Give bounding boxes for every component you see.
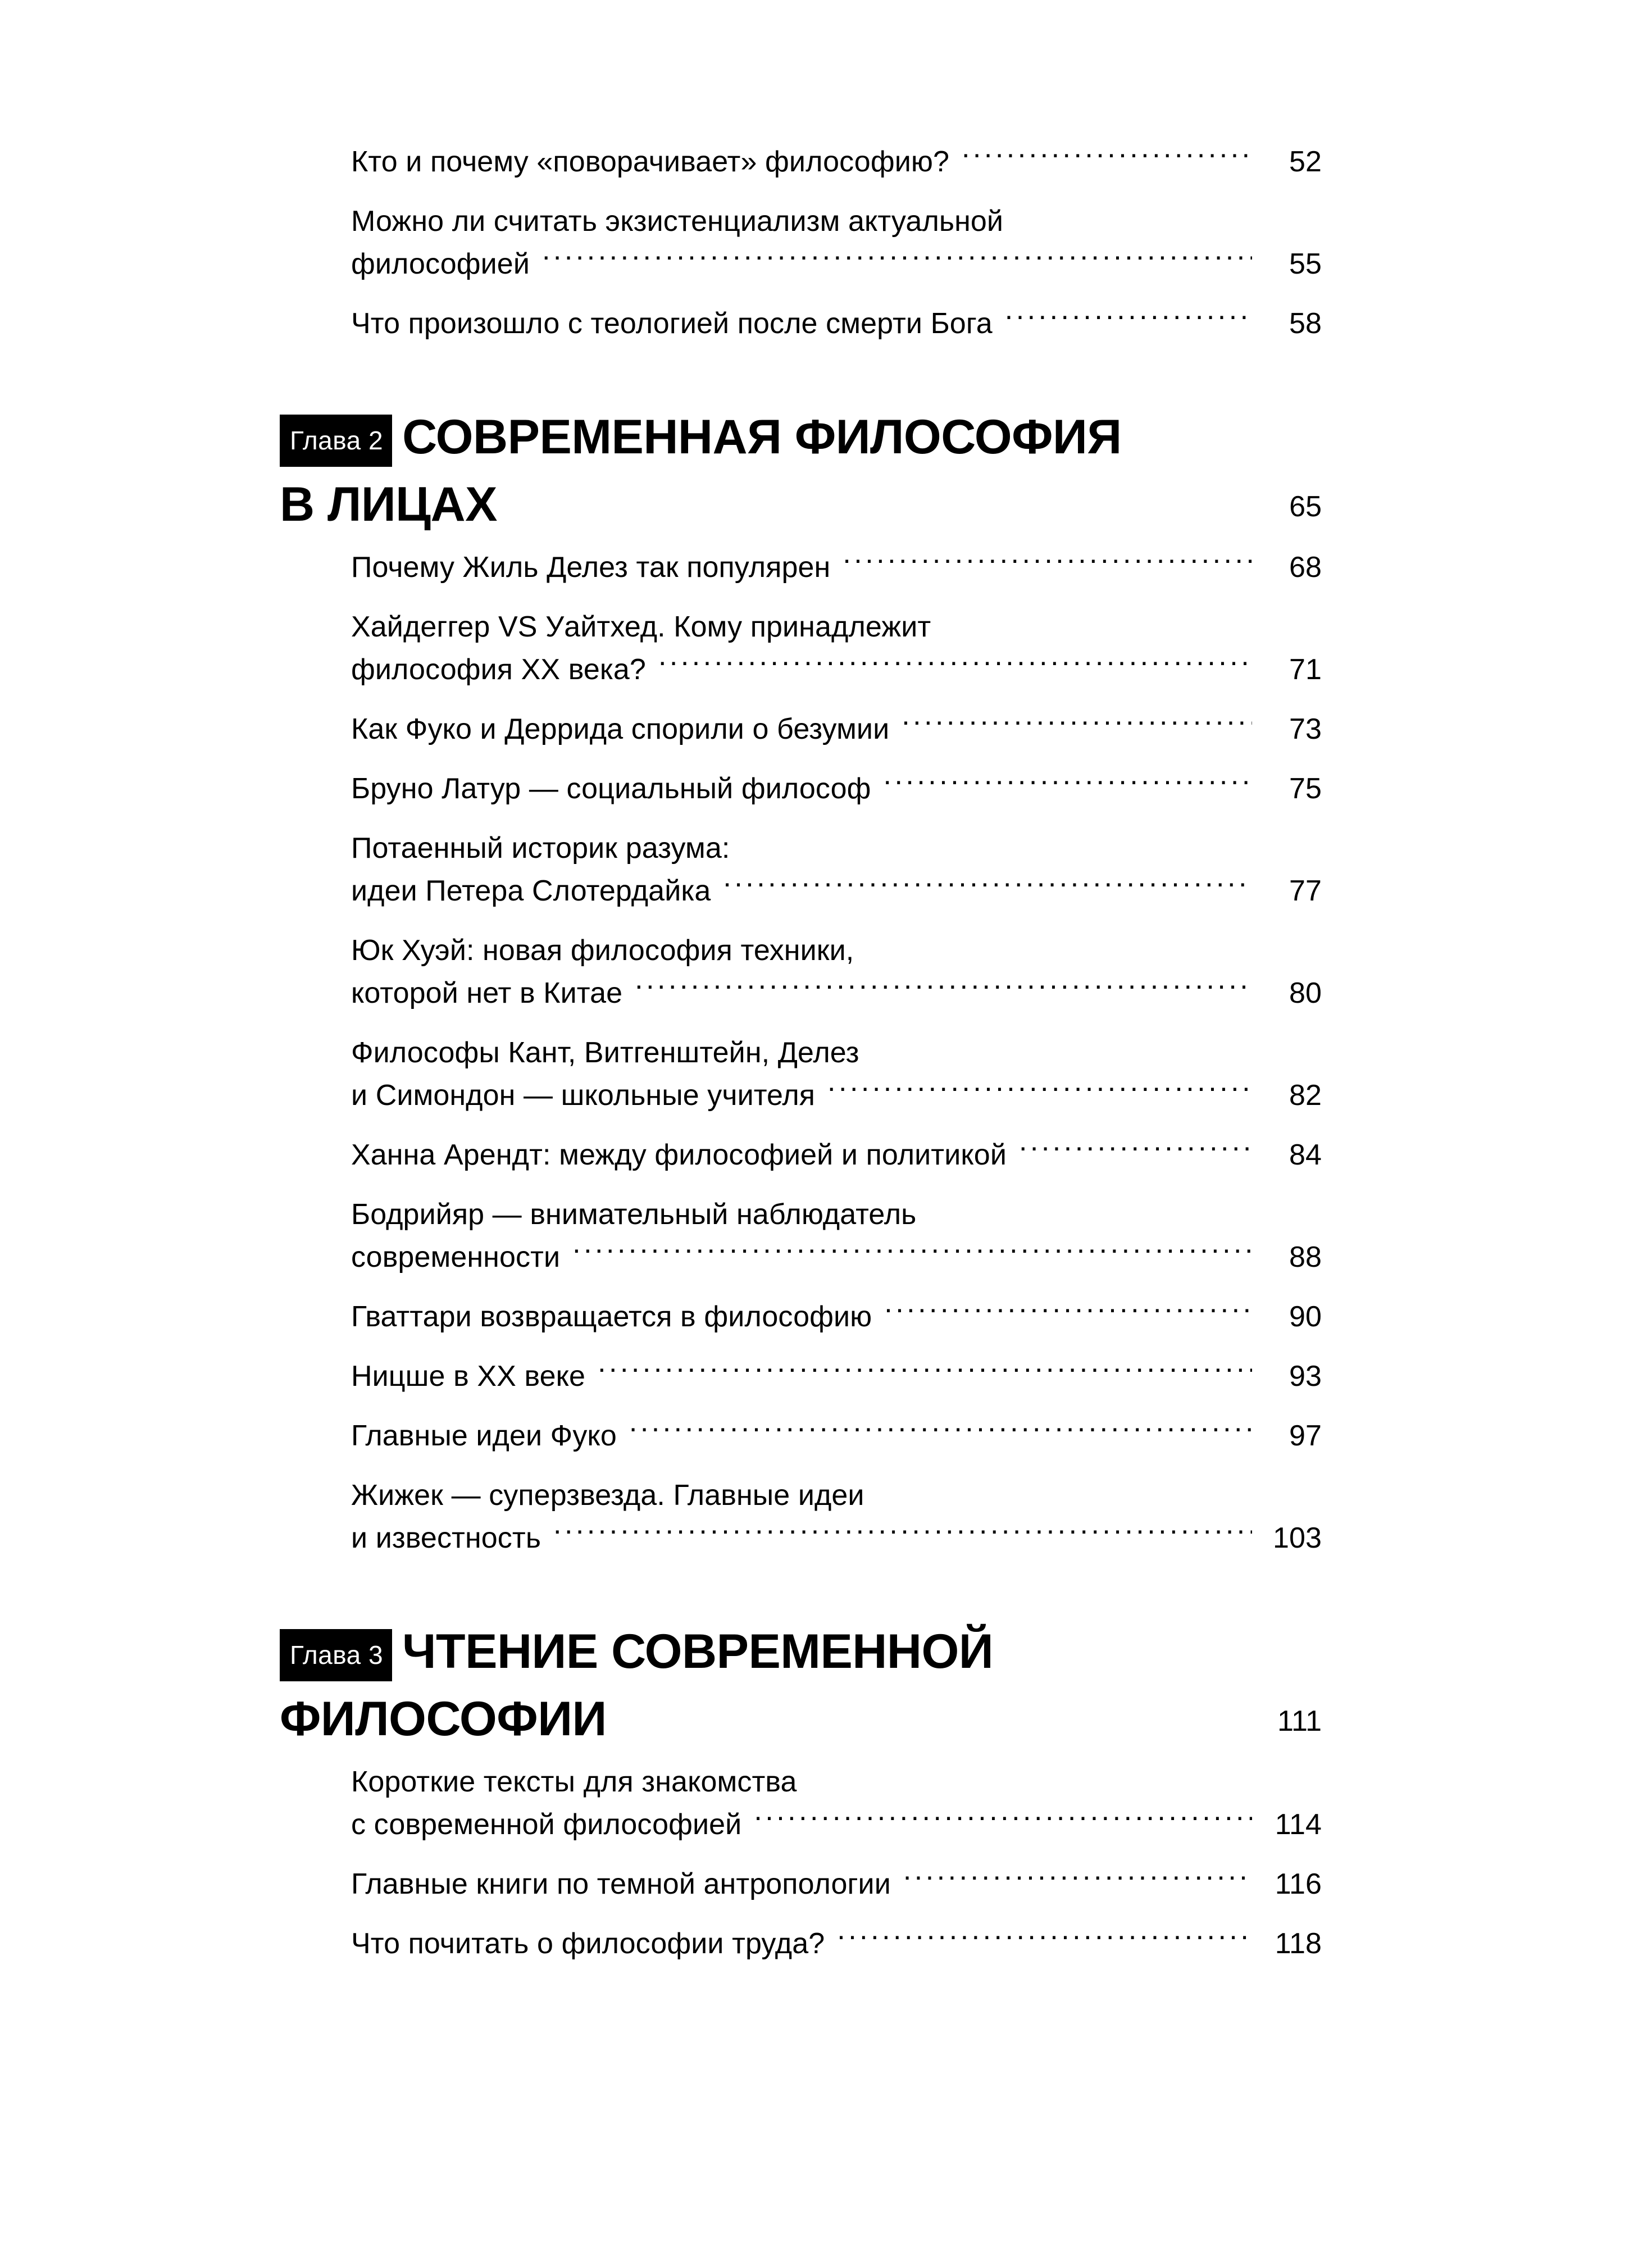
toc-entry-yuk-huey[interactable] — [280, 929, 1322, 1015]
toc-entry-nitsshe-v-xx-veke[interactable] — [280, 1355, 1322, 1398]
entry-lines — [351, 546, 1322, 589]
entry-line — [351, 929, 1322, 972]
entry-label: Потаенный историк разума: — [351, 832, 730, 865]
entry-label: Что произошло с теологией после смерти Бога — [351, 307, 993, 340]
dot-leader — [843, 548, 1252, 577]
entry-line — [351, 1414, 1322, 1457]
toc-entry-zhizhek[interactable] — [280, 1474, 1322, 1559]
entry-label: философией — [351, 248, 530, 280]
entry-lines — [351, 302, 1322, 345]
toc-entry-bodriyyar[interactable] — [280, 1193, 1322, 1279]
dot-leader — [658, 650, 1252, 679]
entry-page-number: 82 — [1289, 1079, 1322, 1112]
entry-lines — [351, 1031, 1322, 1117]
entry-line — [351, 1803, 1322, 1846]
dot-leader — [902, 709, 1252, 739]
toc-entry-chto-proizoshlo-s-teologiey[interactable] — [280, 302, 1322, 345]
entry-page-number: 77 — [1289, 875, 1322, 907]
entry-lines — [351, 1922, 1322, 1965]
dot-leader — [723, 871, 1252, 900]
chapter-2-line1 — [280, 410, 1322, 464]
entry-line — [351, 1193, 1322, 1236]
entry-lines — [351, 1355, 1322, 1398]
entry-page-number: 80 — [1289, 977, 1322, 1009]
toc-entry-pochemu-zhil-delez[interactable] — [280, 546, 1322, 589]
entry-label: Жижек — суперзвезда. Главные идеи — [351, 1479, 864, 1512]
toc-entry-kak-fuko-i-derrida[interactable] — [280, 708, 1322, 750]
entry-line — [351, 827, 1322, 870]
entry-page-number: 68 — [1289, 551, 1322, 584]
entry-line — [351, 200, 1322, 243]
toc-entry-hanna-arendt[interactable] — [280, 1134, 1322, 1176]
entry-line — [351, 1236, 1322, 1279]
entry-label: Юк Хуэй: новая философия техники, — [351, 934, 854, 967]
entry-lines — [351, 1134, 1322, 1176]
entry-label: Короткие тексты для знакомства — [351, 1766, 797, 1798]
entry-line — [351, 708, 1322, 750]
toc-entry-kto-i-pochemu[interactable] — [280, 140, 1322, 183]
entry-page-number: 103 — [1272, 1522, 1322, 1554]
dot-leader — [903, 1864, 1252, 1894]
entry-page-number: 75 — [1289, 772, 1322, 805]
dot-leader — [884, 1297, 1252, 1326]
entry-label: Что почитать о философии труда? — [351, 1927, 825, 1960]
entry-label: которой нет в Китае — [351, 977, 623, 1009]
toc-entry-gvattari[interactable] — [280, 1295, 1322, 1338]
chapter-3-line1 — [280, 1625, 1322, 1679]
entry-label: Бодрийяр — внимательный наблюдатель — [351, 1198, 917, 1231]
dot-leader — [553, 1518, 1252, 1548]
spacer — [280, 1576, 1322, 1625]
entry-page-number: 55 — [1289, 248, 1322, 280]
entry-label: Главные идеи Фуко — [351, 1420, 617, 1452]
chapter-3-title-line2: ФИЛОСОФИИ — [280, 1692, 607, 1746]
chapter-2-page-number: 65 — [1289, 490, 1322, 523]
entry-page-number: 116 — [1275, 1868, 1322, 1900]
entry-line — [351, 648, 1322, 691]
table-of-contents — [280, 140, 1322, 1965]
entry-page-number: 93 — [1289, 1360, 1322, 1393]
entry-lines — [351, 1474, 1322, 1559]
entry-page-number: 118 — [1275, 1927, 1322, 1960]
entry-line — [351, 606, 1322, 648]
entry-label: Кто и почему «поворачивает» философию? — [351, 145, 949, 178]
spacer — [280, 1746, 1322, 1761]
toc-entry-potaennyy-istorik-razuma[interactable] — [280, 827, 1322, 912]
chapter-3-title-line1: ЧТЕНИЕ СОВРЕМЕННОЙ — [402, 1625, 994, 1679]
dot-leader — [827, 1076, 1252, 1105]
dot-leader — [542, 244, 1252, 274]
entry-label: Главные книги по темной антропологии — [351, 1868, 891, 1900]
entry-line — [351, 1922, 1322, 1965]
entry-line — [351, 1761, 1322, 1803]
toc-entry-glavnye-idei-fuko[interactable] — [280, 1414, 1322, 1457]
entry-lines — [351, 1863, 1322, 1905]
entry-line — [351, 1074, 1322, 1117]
toc-entry-korotkie-teksty[interactable] — [280, 1761, 1322, 1846]
dot-leader — [837, 1924, 1252, 1953]
entry-lines — [351, 1193, 1322, 1279]
entry-line — [351, 1355, 1322, 1398]
entry-lines — [351, 200, 1322, 285]
entry-label: Философы Кант, Витгенштейн, Делез — [351, 1036, 859, 1069]
entry-label: философия XX века? — [351, 653, 646, 686]
entry-line — [351, 972, 1322, 1015]
toc-entry-filosofy-kant-vitgenshteyn-delez[interactable] — [280, 1031, 1322, 1117]
spacer — [280, 531, 1322, 546]
entry-page-number: 84 — [1289, 1139, 1322, 1171]
entry-page-number: 114 — [1275, 1808, 1322, 1841]
entry-lines — [351, 767, 1322, 810]
entry-line — [351, 767, 1322, 810]
entry-label: Бруно Латур — социальный философ — [351, 772, 871, 805]
entry-label: современности — [351, 1241, 561, 1273]
entry-lines — [351, 708, 1322, 750]
entry-label: Хайдеггер VS Уайтхед. Кому принадлежит — [351, 611, 931, 643]
dot-leader — [572, 1238, 1252, 1267]
entry-line — [351, 870, 1322, 912]
dot-leader — [754, 1805, 1252, 1834]
chapter-2-badge: Глава 2 — [280, 415, 392, 467]
entry-label: Гваттари возвращается в философию — [351, 1300, 872, 1333]
entry-page-number: 73 — [1289, 713, 1322, 745]
chapter-2-title-line2: В ЛИЦАХ — [280, 477, 497, 531]
entry-lines — [351, 606, 1322, 691]
entry-label: идеи Петера Слотердайка — [351, 875, 711, 907]
dot-leader — [512, 512, 1252, 521]
entry-lines — [351, 1761, 1322, 1846]
entry-line — [351, 140, 1322, 183]
entry-page-number: 71 — [1289, 653, 1322, 686]
toc-entry-haydegger-vs-uaythed[interactable] — [280, 606, 1322, 691]
toc-entry-glavnye-knigi-temnaya-antropologiya[interactable] — [280, 1863, 1322, 1905]
entry-line — [351, 1517, 1322, 1559]
dot-leader — [629, 1416, 1252, 1445]
dot-leader — [621, 1726, 1252, 1735]
entry-line — [351, 302, 1322, 345]
entry-page-number: 52 — [1289, 145, 1322, 178]
entry-lines — [351, 929, 1322, 1015]
entry-line — [351, 1863, 1322, 1905]
entry-page-number: 88 — [1289, 1241, 1322, 1273]
entry-label: и Симондон — школьные учителя — [351, 1079, 816, 1112]
chapter-2-title-line1: СОВРЕМЕННАЯ ФИЛОСОФИЯ — [402, 410, 1122, 464]
entry-page-number: 97 — [1289, 1420, 1322, 1452]
chapter-3[interactable] — [280, 1625, 1322, 1746]
chapter-2-line2 — [280, 477, 1322, 531]
dot-leader — [598, 1357, 1252, 1386]
entry-lines — [351, 140, 1322, 183]
spacer — [280, 362, 1322, 410]
entry-label: Можно ли считать экзистенциализм актуальной — [351, 205, 1004, 238]
dot-leader — [1005, 304, 1252, 333]
chapter-2[interactable] — [280, 410, 1322, 531]
dot-leader — [884, 769, 1252, 798]
chapter-3-page-number: 111 — [1277, 1705, 1322, 1737]
entry-label: Ницше в XX веке — [351, 1360, 586, 1393]
entry-line — [351, 1474, 1322, 1517]
toc-entry-mozhno-li-schitat[interactable] — [280, 200, 1322, 285]
entry-line — [351, 243, 1322, 285]
entry-lines — [351, 827, 1322, 912]
entry-label: Ханна Арендт: между философией и политикой — [351, 1139, 1007, 1171]
entry-line — [351, 1031, 1322, 1074]
entry-page-number: 90 — [1289, 1300, 1322, 1333]
entry-lines — [351, 1414, 1322, 1457]
entry-line — [351, 1295, 1322, 1338]
entry-label: и известность — [351, 1522, 541, 1554]
entry-lines — [351, 1295, 1322, 1338]
entry-line — [351, 546, 1322, 589]
dot-leader — [635, 974, 1252, 1003]
dot-leader — [962, 142, 1252, 171]
entry-label: Как Фуко и Деррида спорили о безумии — [351, 713, 890, 745]
chapter-3-line2 — [280, 1692, 1322, 1746]
entry-page-number: 58 — [1289, 307, 1322, 340]
dot-leader — [1019, 1135, 1252, 1165]
toc-entry-chto-pochitat-filosofiya-truda[interactable] — [280, 1922, 1322, 1965]
entry-label: с современной философией — [351, 1808, 742, 1841]
entry-label: Почему Жиль Делез так популярен — [351, 551, 831, 584]
entry-line — [351, 1134, 1322, 1176]
toc-entry-bruno-latur[interactable] — [280, 767, 1322, 810]
chapter-3-badge: Глава 3 — [280, 1629, 392, 1681]
